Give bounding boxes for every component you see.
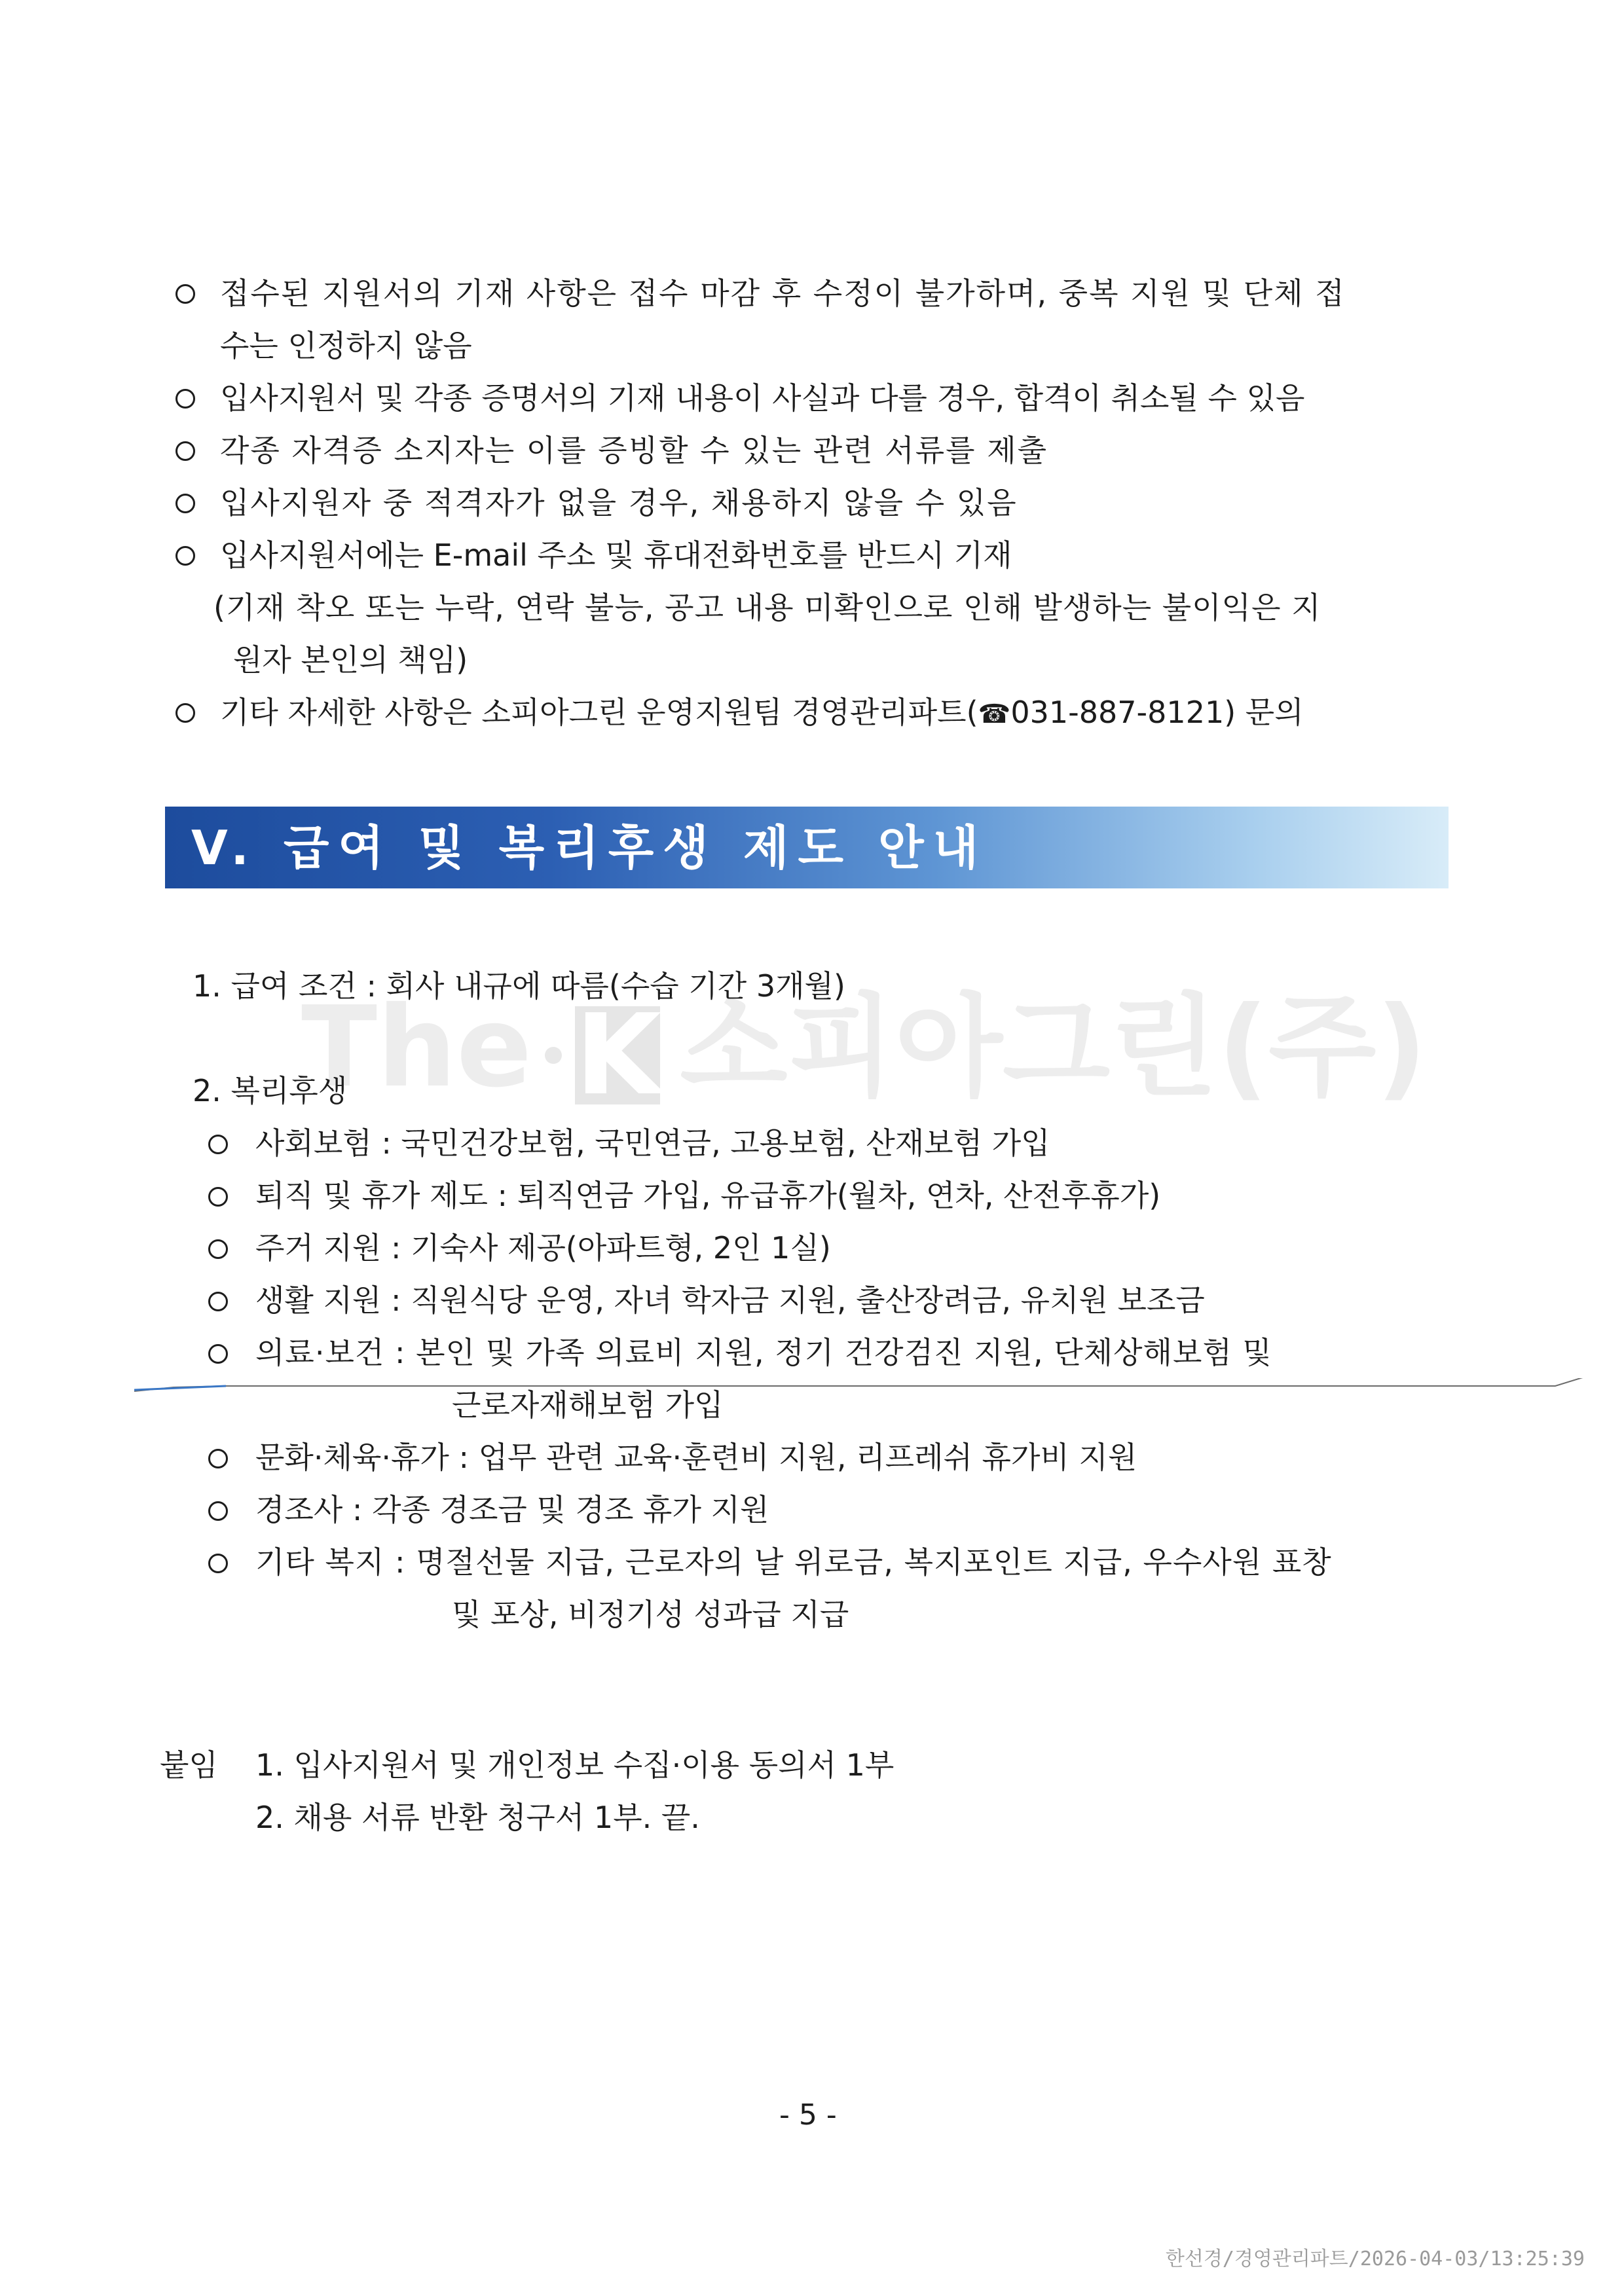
bullet-circle-icon xyxy=(175,546,195,566)
note-item: 각종 자격증 소지자는 이를 증빙할 수 있는 관련 서류를 제출 xyxy=(220,433,1048,468)
bullet-circle-icon xyxy=(208,1344,228,1364)
bullet-circle-icon xyxy=(175,494,195,513)
bullet-circle-icon xyxy=(208,1449,228,1468)
watermark-dot xyxy=(545,1047,562,1064)
bullet-circle-icon xyxy=(208,1292,228,1311)
attachment-item: 1. 입사지원서 및 개인정보 수집·이용 동의서 1부 xyxy=(255,1747,895,1783)
welfare-item-continuation: 근로자재해보험 가입 xyxy=(452,1387,724,1423)
bullet-circle-icon xyxy=(208,1501,228,1521)
salary-condition: 1. 급여 조건 : 회사 내규에 따름(수습 기간 3개월) xyxy=(193,968,845,1004)
section-header-bar xyxy=(165,807,1449,888)
note-item: 기타 자세한 사항은 소피아그린 운영지원팀 경영관리파트(☎031-887-8121) 문의 xyxy=(220,694,1304,733)
welfare-item: 사회보험 : 국민건강보험, 국민연금, 고용보험, 산재보험 가입 xyxy=(255,1125,1050,1161)
watermark-company: 소피아그린(주) xyxy=(680,983,1428,1112)
note-item: 입사지원자 중 적격자가 없을 경우, 채용하지 않을 수 있음 xyxy=(220,485,1018,520)
scan-artifact-line xyxy=(134,1378,1601,1404)
telephone-icon: ☎ xyxy=(978,699,1011,729)
page-number: - 5 - xyxy=(779,2098,837,2132)
welfare-item: 기타 복지 : 명절선물 지급, 근로자의 날 위로금, 복지포인트 지급, 우수사원 표창 xyxy=(255,1544,1332,1580)
welfare-item: 문화·체육·휴가 : 업무 관련 교육·훈련비 지원, 리프레쉬 휴가비 지원 xyxy=(255,1440,1137,1475)
note-item-continuation: 원자 본인의 책임) xyxy=(233,642,468,678)
bullet-circle-icon xyxy=(208,1135,228,1154)
bullet-circle-icon xyxy=(208,1554,228,1573)
bullet-circle-icon xyxy=(175,703,195,723)
welfare-item: 생활 지원 : 직원식당 운영, 자녀 학자금 지원, 출산장려금, 유치원 보조금 xyxy=(255,1283,1205,1318)
bullet-circle-icon xyxy=(175,389,195,409)
welfare-item: 주거 지원 : 기숙사 제공(아파트형, 2인 1실) xyxy=(255,1230,831,1266)
note-item: 접수된 지원서의 기재 사항은 접수 마감 후 수정이 불가하며, 중복 지원 및 단체 접 xyxy=(220,276,1346,311)
watermark-k-logo: K xyxy=(575,990,662,1120)
bullet-circle-icon xyxy=(208,1239,228,1259)
bullet-circle-icon xyxy=(175,441,195,461)
welfare-item: 퇴직 및 휴가 제도 : 퇴직연금 가입, 유급휴가(월차, 연차, 산전후휴가) xyxy=(255,1178,1161,1213)
section-title: V. 급여 및 복리후생 제도 안내 xyxy=(191,820,988,875)
welfare-heading: 2. 복리후생 xyxy=(193,1073,348,1108)
attachment-label: 붙임 xyxy=(160,1747,218,1783)
watermark-the: The xyxy=(301,983,532,1112)
note-item-continuation: 수는 인정하지 않음 xyxy=(220,328,472,363)
welfare-item: 경조사 : 각종 경조금 및 경조 휴가 지원 xyxy=(255,1492,769,1527)
welfare-item: 의료·보건 : 본인 및 가족 의료비 지원, 정기 건강검진 지원, 단체상해보험 및 xyxy=(255,1335,1272,1370)
welfare-item-continuation: 및 포상, 비정기성 성과급 지급 xyxy=(452,1597,849,1632)
bullet-circle-icon xyxy=(208,1187,228,1207)
note-item: 입사지원서에는 E-mail 주소 및 휴대전화번호를 반드시 기재 xyxy=(220,538,1012,573)
attachment-item: 2. 채용 서류 반환 청구서 1부. 끝. xyxy=(255,1800,700,1835)
note-item: 입사지원서 및 각종 증명서의 기재 내용이 사실과 다를 경우, 합격이 취소될 수 있음 xyxy=(220,380,1305,416)
note-item-continuation: (기재 착오 또는 누락, 연락 불능, 공고 내용 미확인으로 인해 발생하는 불이익은 지 xyxy=(213,590,1321,625)
bullet-circle-icon xyxy=(175,284,195,304)
footer-print-stamp: 한선경/경영관리파트/2026-04-03/13:25:39 xyxy=(1165,2248,1585,2270)
